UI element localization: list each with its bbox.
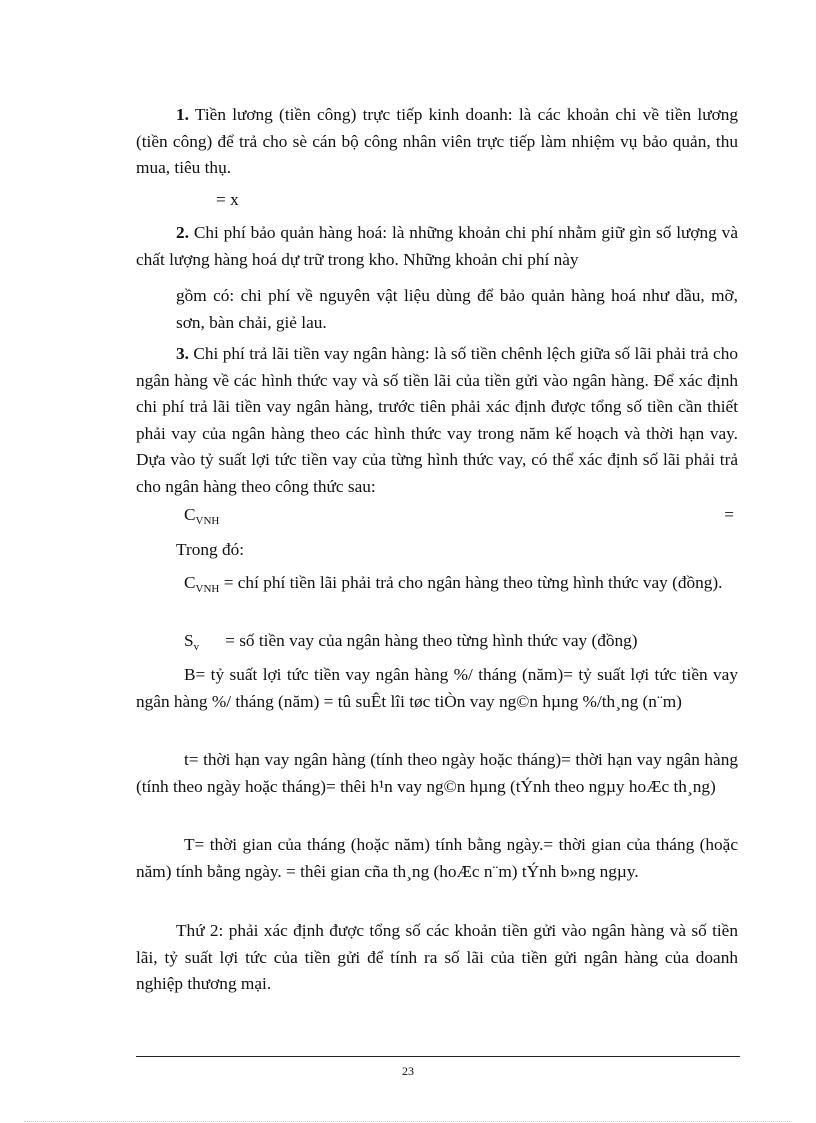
- footer-divider: [136, 1056, 740, 1057]
- paragraph-3: [136, 341, 738, 500]
- paragraph-1: [136, 102, 738, 182]
- definition-cvnh: [136, 570, 738, 597]
- def-cvnh-symbol: C: [184, 573, 196, 592]
- item-number-2: 2.: [176, 223, 189, 242]
- cvnh-subscript: VNH: [195, 515, 220, 527]
- cvnh-symbol: C: [184, 505, 196, 524]
- def-cvnh-text: = chí phí tiền lãi phải trả cho ngân hàng theo từng hình thức vay (đồng).: [219, 573, 723, 592]
- paragraph-2-continuation: [176, 283, 738, 336]
- def-sv-symbol: S: [184, 631, 194, 650]
- formula-line: [176, 187, 778, 214]
- definition-sv: [184, 628, 738, 655]
- item-number-1: 1.: [176, 105, 189, 124]
- def-sv-subscript: v: [193, 641, 200, 653]
- definition-T: [136, 832, 738, 885]
- trong-do-label: [176, 537, 778, 564]
- cvnh-formula: [136, 502, 738, 529]
- item-number-3: 3.: [176, 344, 189, 363]
- paragraph-2-text: Chi phí bảo quản hàng hoá: là những khoản chi phí nhằm giữ gìn số lượng và chất lượng hàng hoá dự trữ trong kho. Những khoản chi phí này: [136, 223, 738, 269]
- def-b-text: B= tỷ suất lợi tức tiền vay ngân hàng %/ tháng (năm)= tỷ suất lợi tức tiền vay ngân hàng %/ tháng (năm) = tû suÊt lîi tøc tiÒn vay ng©n hµng %/th¸ng (n¨m): [136, 665, 738, 711]
- paragraph-2: [136, 220, 738, 273]
- paragraph-1-text: Tiền lương (tiền công) trực tiếp kinh doanh: là các khoản chi về tiền lương (tiền công) để trả cho sè cán bộ công nhân viên trực tiếp làm nhiệm vụ bảo quản, thu mua, tiêu thụ.: [136, 105, 738, 177]
- paragraph-4: [136, 918, 738, 998]
- trong-do-text: Trong đó:: [176, 540, 245, 559]
- definition-b: [136, 662, 738, 715]
- cvnh-equals: =: [724, 505, 734, 524]
- paragraph-3-text: Chi phí trả lãi tiền vay ngân hàng: là số tiền chênh lệch giữa số lãi phải trả cho ngân hàng về các hình thức vay và số tiền lãi của tiền gửi vào ngân hàng. Để xác định chi phí trả lãi tiền vay ngân hàng, trước tiên phải xác định được tổng số tiền cần thiết phải vay của ngân hàng theo các hình thức vay trong năm kế hoạch và thời hạn vay. Dựa vào tỷ suất lợi tức tiền vay của từng hình thức vay, có thể xác định số lãi phải trả cho ngân hàng theo công thức sau:: [136, 344, 738, 496]
- def-cvnh-subscript: VNH: [195, 583, 220, 595]
- definition-t: [136, 747, 738, 800]
- formula-text: = x: [216, 190, 239, 209]
- def-sv-text: = số tiền vay của ngân hàng theo từng hình thức vay (đồng): [225, 631, 638, 650]
- paragraph-4-text: Thứ 2: phải xác định được tổng số các khoản tiền gửi vào ngân hàng và số tiền lãi, tỷ suất lợi tức của tiền gửi để tính ra số lãi của tiền gửi ngân hàng của doanh nghiệp thương mại.: [136, 921, 738, 993]
- paragraph-2-cont-text: gồm có: chi phí về nguyên vật liệu dùng để bảo quản hàng hoá như dầu, mỡ, sơn, bàn chải, giẻ lau.: [176, 286, 738, 332]
- page-number: 23: [402, 1064, 414, 1078]
- def-t-text: t= thời hạn vay ngân hàng (tính theo ngày hoặc tháng)= thời hạn vay ngân hàng (tính theo ngày hoặc tháng)= thêi h¹n vay ng©n hµng (tÝnh theo ngµy hoÆc th¸ng): [136, 750, 738, 796]
- page-edge: [24, 1121, 792, 1122]
- def-T-text: T= thời gian của tháng (hoặc năm) tính bằng ngày.= thời gian của tháng (hoặc năm) tính bằng ngày. = thêi gian cña th¸ng (hoÆc n¨m) tÝnh b»ng ngµy.: [136, 835, 738, 881]
